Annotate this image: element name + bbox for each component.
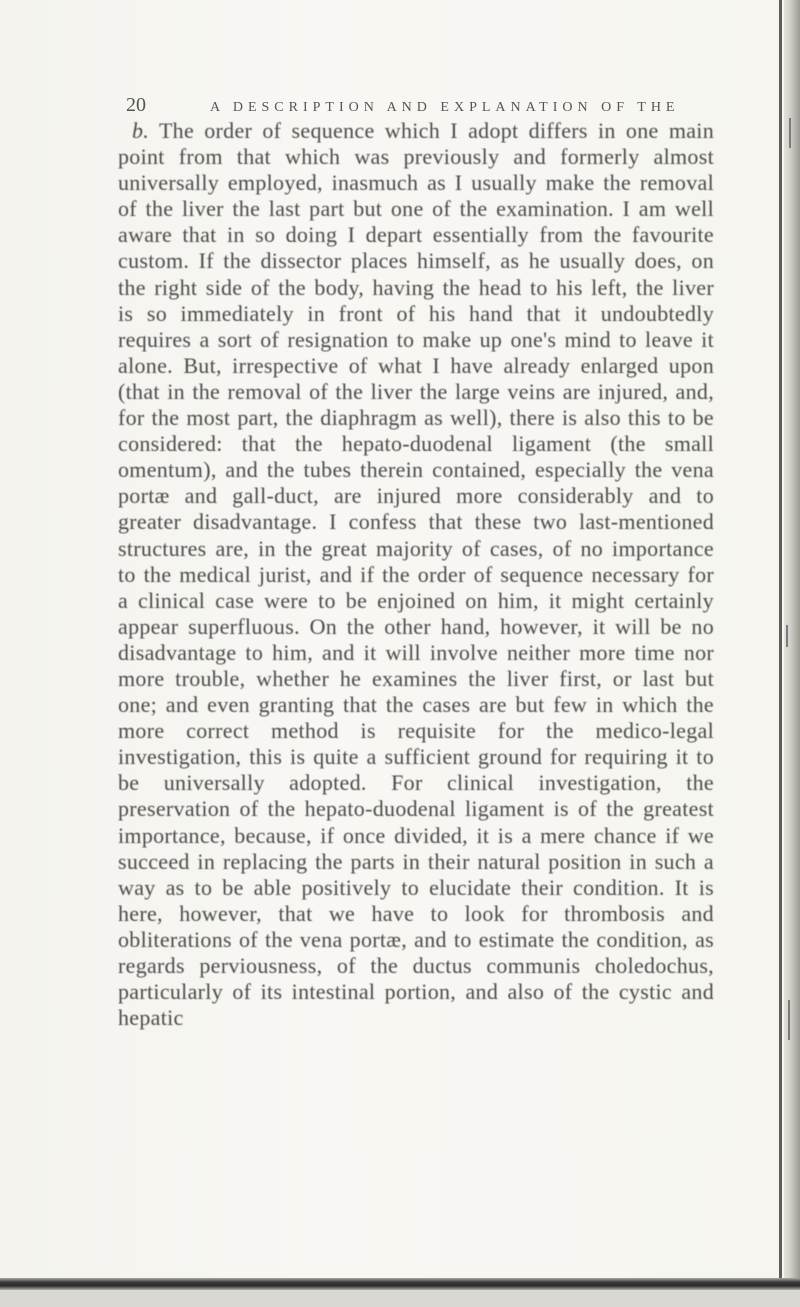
paragraph-text: The order of sequence which I adopt differs in one main point from that which was previously and formerly almost universally employed, inasmuch as I usually make the removal of the liver the last part but one of the examination. I am well aware that in so doing I depart essentially from the favourite custom. If the dissector places himself, as he usually does, on the right side of the body, having the head to his left, the liver is so immediately in front of his hand that it undoubtedly requires a sort of resignation to make up one's mind to leave it alone. But, irrespective of what I have already enlarged upon (that in the removal of the liver the large veins are injured, and, for the most part, the diaphragm as well), there is also this to be considered: that the hepato-duodenal ligament (the small omentum), and the tubes therein contained, especially the vena portæ and gall-duct, are injured more considerably and to greater disadvantage. I confess that these two last-mentioned structures are, in the great majority of cases, of no importance to the medical jurist, and if the order of sequence necessary for a clinical case were to be enjoined on him, it might certainly appear superfluous. On the other hand, however, it will be no disadvantage to him, and it will involve neither more time nor more trouble, whether he examines the liver first, or last but one; and even granting that the cases are but few in which the more correct method is requisite for the medico-legal investigation, this is quite a sufficient ground for requiring it to be universally adopted. For clinical investigation, the preservation of the hepato-duodenal ligament is of the greatest importance, because, if once divided, it is a mere chance if we succeed in replacing the parts in their natural position in such a way as to be able positively to elucidate their condition. It is here, however, that we have to look for thrombosis and obliterations of the vena portæ, and to estimate the condition, as regards perviousness, of the ductus communis choledochus, particularly of its intestinal portion, and also of the cystic and hepatic	[118, 118, 715, 1031]
bottom-margin	[0, 1290, 800, 1307]
page-number: 20	[126, 94, 146, 116]
margin-mark	[789, 118, 791, 148]
paragraph-letter: b.	[132, 118, 150, 143]
margin-mark	[786, 625, 788, 647]
margin-mark	[788, 1000, 790, 1040]
page-edge-line	[779, 0, 782, 1307]
body-paragraph	[118, 118, 714, 1238]
running-title: A DESCRIPTION AND EXPLANATION OF THE	[210, 100, 680, 115]
running-head	[126, 94, 726, 116]
page-edge-shadow	[784, 0, 800, 1307]
bottom-scan-band	[0, 1278, 800, 1290]
